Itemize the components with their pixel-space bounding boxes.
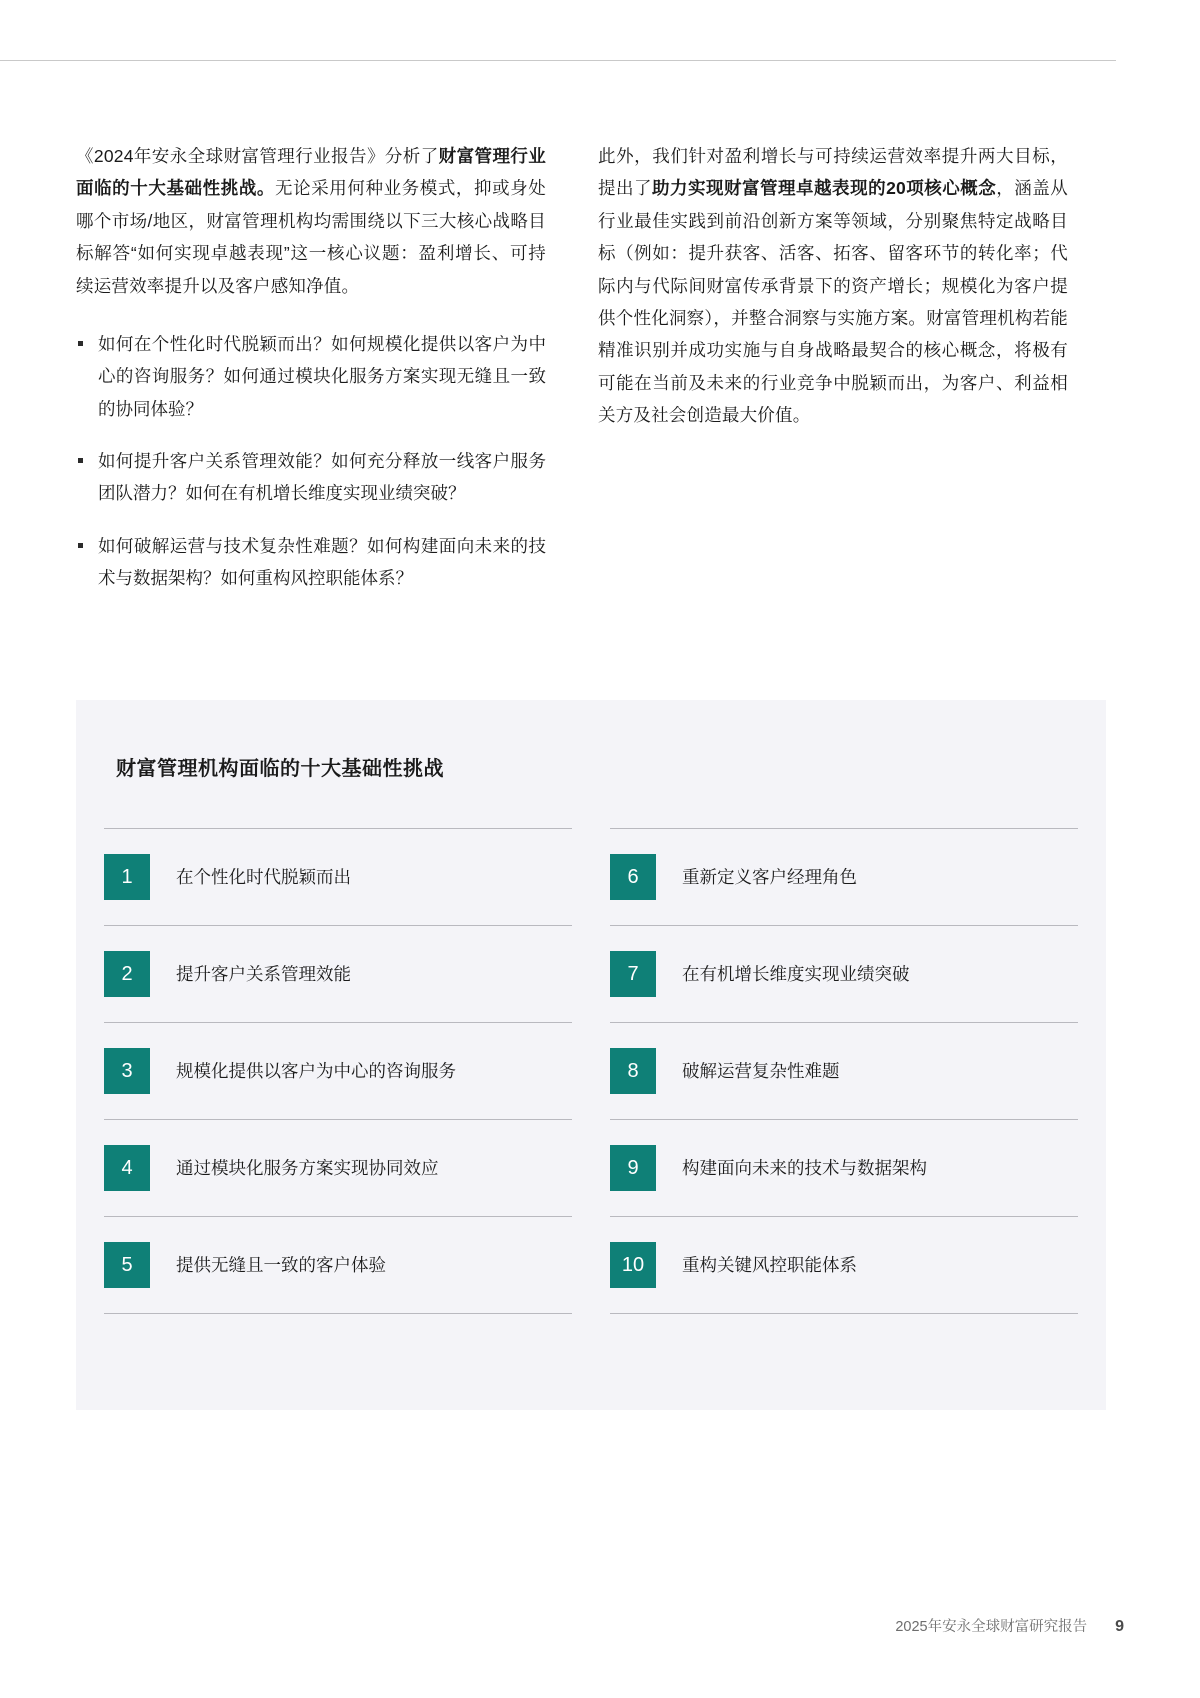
challenge-number-badge: 3 bbox=[104, 1048, 150, 1094]
challenge-label: 破解运营复杂性难题 bbox=[682, 1060, 840, 1081]
challenges-grid bbox=[104, 828, 1078, 1314]
challenge-label: 构建面向未来的技术与数据架构 bbox=[682, 1157, 927, 1178]
footer-report-title: 2025年安永全球财富研究报告 bbox=[895, 1619, 1088, 1635]
challenge-number-badge: 4 bbox=[104, 1145, 150, 1191]
challenge-item bbox=[104, 1119, 572, 1216]
challenge-label: 通过模块化服务方案实现协同效应 bbox=[176, 1157, 439, 1178]
challenge-number-badge: 8 bbox=[610, 1048, 656, 1094]
body-text: ，涵盖从行业最佳实践到前沿创新方案等领域，分别聚焦特定战略目标（例如：提升获客、活客、拓客、留客环节的转化率；代际内与代际间财富传承背景下的资产增长；规模化为客户提供个性化洞察），并整合洞察与实施方案。财富管理机构若能精准识别并成功实施与自身战略最契合的核心概念，将极有可能在当前及未来的行业竞争中脱颖而出，为客户、利益相关方及社会创造最大价值。 bbox=[598, 178, 1068, 425]
challenge-item bbox=[104, 1022, 572, 1119]
header-divider bbox=[0, 60, 1116, 61]
challenge-number-badge: 9 bbox=[610, 1145, 656, 1191]
challenge-item bbox=[610, 1022, 1078, 1119]
challenge-item bbox=[610, 828, 1078, 925]
body-text: 《2024年安永全球财富管理行业报告》分析了 bbox=[76, 146, 439, 166]
challenge-number-badge: 6 bbox=[610, 854, 656, 900]
challenge-item bbox=[610, 1119, 1078, 1216]
emphasis-text: 助力实现财富管理卓越表现的20项核心概念 bbox=[652, 178, 997, 199]
panel-title: 财富管理机构面临的十大基础性挑战 bbox=[116, 758, 444, 780]
right-intro-paragraph bbox=[598, 140, 1068, 431]
left-column bbox=[76, 140, 546, 615]
challenge-label: 重构关键风控职能体系 bbox=[682, 1254, 857, 1275]
challenge-label: 规模化提供以客户为中心的咨询服务 bbox=[176, 1060, 456, 1081]
right-column bbox=[598, 140, 1068, 615]
emphasis-text: 财富管理行业面临的十大基础性挑战。 bbox=[76, 146, 546, 199]
challenge-number-badge: 7 bbox=[610, 951, 656, 997]
challenge-label: 提升客户关系管理效能 bbox=[176, 963, 351, 984]
challenge-number-badge: 2 bbox=[104, 951, 150, 997]
list-item: 如何破解运营与技术复杂性难题？如何构建面向未来的技术与数据架构？如何重构风控职能体系？ bbox=[76, 530, 546, 595]
body-columns bbox=[76, 140, 1106, 615]
challenges-column-left bbox=[104, 828, 572, 1314]
body-text: 此外，我们针对盈利增长与可持续运营效率提升两大目标，提出了 bbox=[598, 146, 1068, 199]
left-intro-paragraph bbox=[76, 140, 546, 302]
page-footer bbox=[895, 1615, 1124, 1636]
challenge-questions-list bbox=[76, 328, 546, 595]
challenge-number-badge: 1 bbox=[104, 854, 150, 900]
challenge-item bbox=[610, 1216, 1078, 1314]
challenge-item bbox=[104, 925, 572, 1022]
list-item: 如何在个性化时代脱颖而出？如何规模化提供以客户为中心的咨询服务？如何通过模块化服务方案实现无缝且一致的协同体验？ bbox=[76, 328, 546, 425]
challenge-label: 在有机增长维度实现业绩突破 bbox=[682, 963, 910, 984]
challenge-item bbox=[610, 925, 1078, 1022]
list-item: 如何提升客户关系管理效能？如何充分释放一线客户服务团队潜力？如何在有机增长维度实现业绩突破？ bbox=[76, 445, 546, 510]
challenge-number-badge: 5 bbox=[104, 1242, 150, 1288]
body-text: 无论采用何种业务模式，抑或身处哪个市场/地区，财富管理机构均需围绕以下三大核心战略目标解答“如何实现卓越表现”这一核心议题：盈利增长、可持续运营效率提升以及客户感知净值。 bbox=[76, 178, 547, 296]
challenge-label: 重新定义客户经理角色 bbox=[682, 866, 857, 887]
ten-challenges-panel bbox=[76, 700, 1106, 1410]
footer-page-number: 9 bbox=[1115, 1618, 1124, 1635]
challenges-column-right bbox=[610, 828, 1078, 1314]
challenge-number-badge: 10 bbox=[610, 1242, 656, 1288]
challenge-label: 在个性化时代脱颖而出 bbox=[176, 866, 351, 887]
challenge-label: 提供无缝且一致的客户体验 bbox=[176, 1254, 386, 1275]
challenge-item bbox=[104, 828, 572, 925]
challenge-item bbox=[104, 1216, 572, 1314]
